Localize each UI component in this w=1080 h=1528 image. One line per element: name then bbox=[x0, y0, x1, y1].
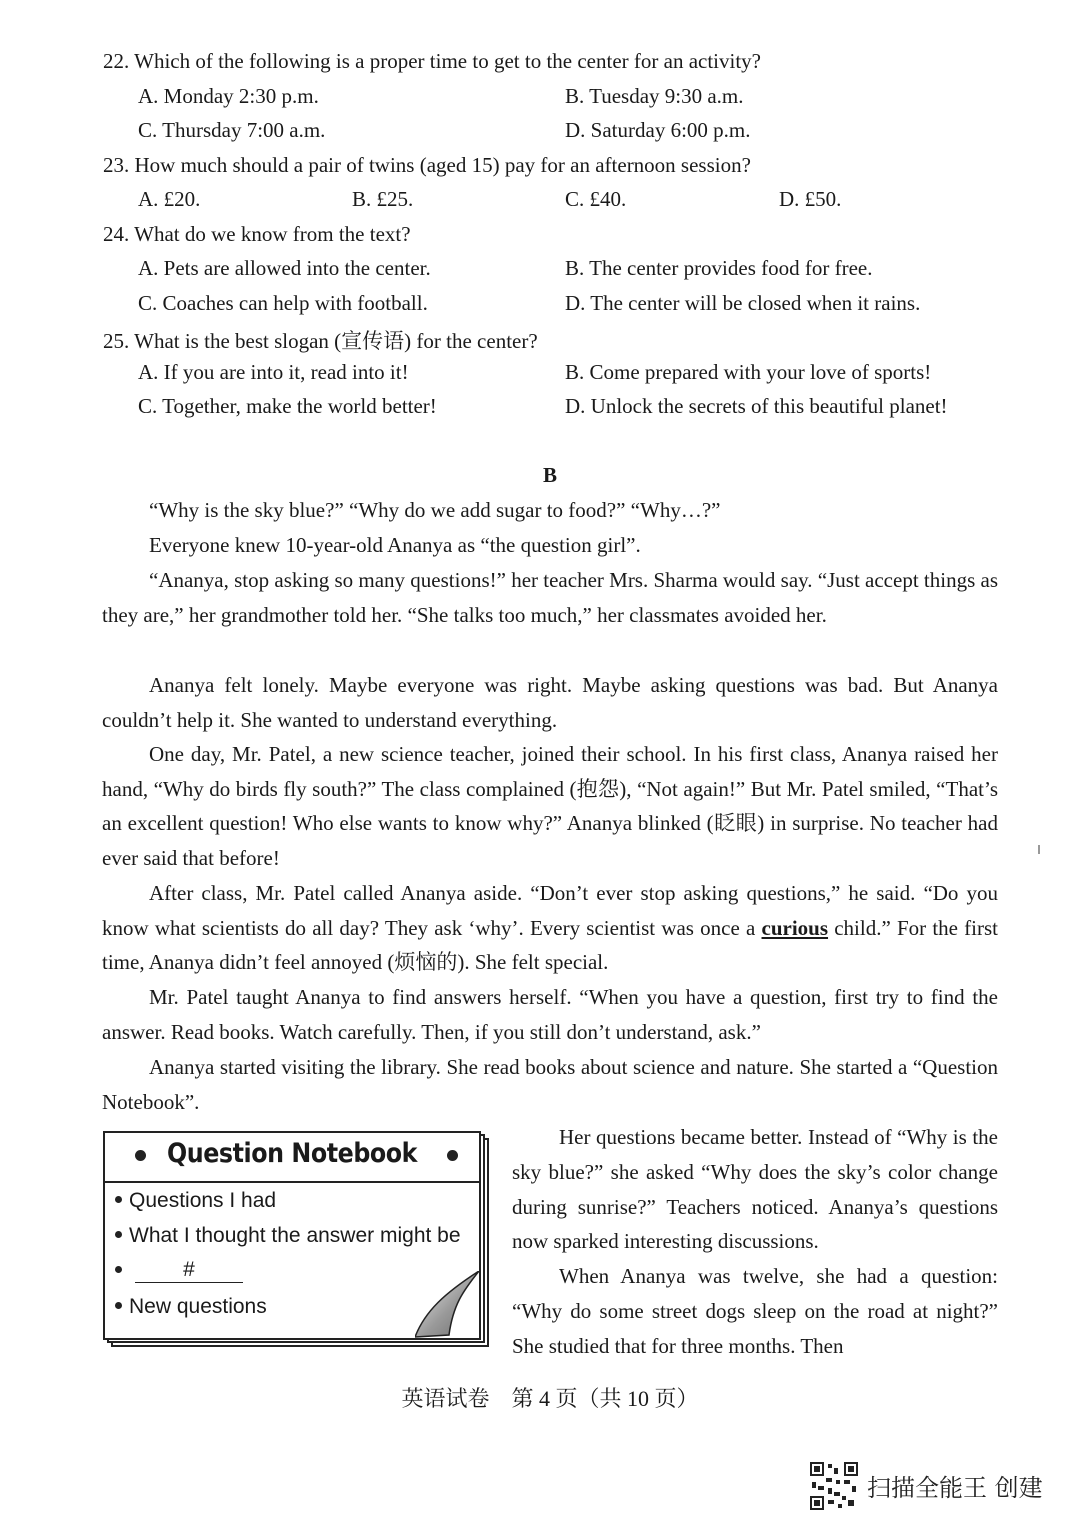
option-25-c: C. Together, make the world better! bbox=[138, 394, 437, 418]
question-number: 22. bbox=[103, 49, 130, 73]
option-24-c: C. Coaches can help with football. bbox=[138, 291, 428, 315]
notebook-title: Question Notebook bbox=[166, 1138, 418, 1169]
question-text: How much should a pair of twins (aged 15) pay for an afternoon session? bbox=[134, 153, 751, 177]
paragraph: Mr. Patel taught Ananya to find answers herself. “When you have a question, first try to find the answer. Read books. Watch carefully. Then, if you still don’t understand, ask.” bbox=[102, 985, 998, 1044]
qr-code-icon bbox=[810, 1462, 858, 1510]
option-22-d: D. Saturday 6:00 p.m. bbox=[565, 118, 751, 142]
option-22-b: B. Tuesday 9:30 a.m. bbox=[565, 84, 744, 108]
paragraph: One day, Mr. Patel, a new science teacher, joined their school. In his first class, Ananya raised her hand, “Why do birds fly south?” The class complained (抱怨), “Not again!” But Mr. Patel smiled, “That’s an excellent question! Who else wants to know why?” Ananya blinked (眨眼) in surprise. No teacher had ever said that before! bbox=[102, 742, 998, 871]
question-number: 25. bbox=[103, 329, 130, 353]
bullet-icon bbox=[447, 1150, 458, 1161]
paragraph: “Why is the sky blue?” “Why do we add sugar to food?” “Why…?” bbox=[149, 498, 721, 522]
option-23-b: B. £25. bbox=[352, 187, 414, 211]
option-25-a: A. If you are into it, read into it! bbox=[138, 360, 409, 384]
question-23 bbox=[103, 153, 751, 178]
paragraph bbox=[102, 876, 998, 980]
page-footer: 英语试卷 第 4 页（共 10 页） bbox=[401, 1386, 699, 1411]
bullet-icon bbox=[115, 1231, 122, 1238]
notebook-item: Questions I had bbox=[115, 1189, 276, 1213]
scan-artifact bbox=[1038, 845, 1040, 854]
option-23-d: D. £50. bbox=[779, 187, 842, 211]
text-run: child.” For the first time, Ananya didn’t feel annoyed (烦恼的). She felt special. bbox=[102, 915, 999, 975]
paragraph: Her questions became better. Instead of “Why is the sky blue?” she asked “Why does the sky’s color change during sunrise?” Teachers noticed. Ananya’s questions now sparked interesting discussions. bbox=[512, 1125, 998, 1254]
question-text: Which of the following is a proper time to get to the center for an activity? bbox=[134, 49, 761, 73]
section-heading: B bbox=[542, 463, 557, 487]
bullet-icon bbox=[115, 1302, 122, 1309]
paragraph: Everyone knew 10-year-old Ananya as “the question girl”. bbox=[149, 533, 641, 557]
bullet-icon bbox=[115, 1266, 122, 1273]
paragraph: When Ananya was twelve, she had a question: “Why do some street dogs sleep on the road at night?” She studied that for three months. Then bbox=[512, 1264, 998, 1358]
notebook-item: What I thought the answer might be bbox=[115, 1224, 461, 1248]
text-run: After class, Mr. Patel called Ananya aside. “Don’t ever stop asking questions,” he said. “Do you know what scientists do all day? They ask ‘why’. Every scientist was once a bbox=[102, 881, 998, 940]
question-22 bbox=[103, 49, 761, 74]
option-22-c: C. Thursday 7:00 a.m. bbox=[138, 118, 326, 142]
underlined-word: curious bbox=[761, 915, 829, 940]
paragraph: Ananya started visiting the library. She read books about science and nature. She started a “Question Notebook”. bbox=[102, 1055, 998, 1114]
option-22-a: A. Monday 2:30 p.m. bbox=[138, 84, 319, 108]
paragraph: “Ananya, stop asking so many questions!” her teacher Mrs. Sharma would say. “Just accept things as they are,” her grandmother told her. “She talks too much,” her classmates avoided her. bbox=[102, 568, 998, 627]
option-23-a: A. £20. bbox=[138, 187, 201, 211]
option-24-d: D. The center will be closed when it rains. bbox=[565, 291, 921, 315]
option-25-d: D. Unlock the secrets of this beautiful planet! bbox=[565, 394, 948, 418]
blank-line: # bbox=[135, 1258, 243, 1283]
notebook-header bbox=[105, 1133, 479, 1183]
question-24 bbox=[103, 222, 411, 247]
question-text: What is the best slogan (宣传语) for the center? bbox=[134, 329, 538, 353]
question-number: 23. bbox=[103, 153, 130, 177]
page-curl-icon bbox=[415, 1271, 481, 1340]
question-notebook bbox=[103, 1131, 481, 1340]
question-text: What do we know from the text? bbox=[134, 222, 411, 246]
option-23-c: C. £40. bbox=[565, 187, 627, 211]
option-24-a: A. Pets are allowed into the center. bbox=[138, 256, 431, 280]
paragraph: Ananya felt lonely. Maybe everyone was right. Maybe asking questions was bad. But Ananya couldn’t help it. She wanted to understand everything. bbox=[102, 673, 998, 732]
notebook-item bbox=[115, 1259, 243, 1284]
option-25-b: B. Come prepared with your love of sports! bbox=[565, 360, 932, 384]
scanner-watermark: 扫描全能王 创建 bbox=[867, 1474, 1043, 1502]
question-number: 24. bbox=[103, 222, 130, 246]
question-25 bbox=[103, 325, 538, 355]
bullet-icon bbox=[115, 1196, 122, 1203]
option-24-b: B. The center provides food for free. bbox=[565, 256, 873, 280]
notebook-item: New questions bbox=[115, 1295, 267, 1319]
